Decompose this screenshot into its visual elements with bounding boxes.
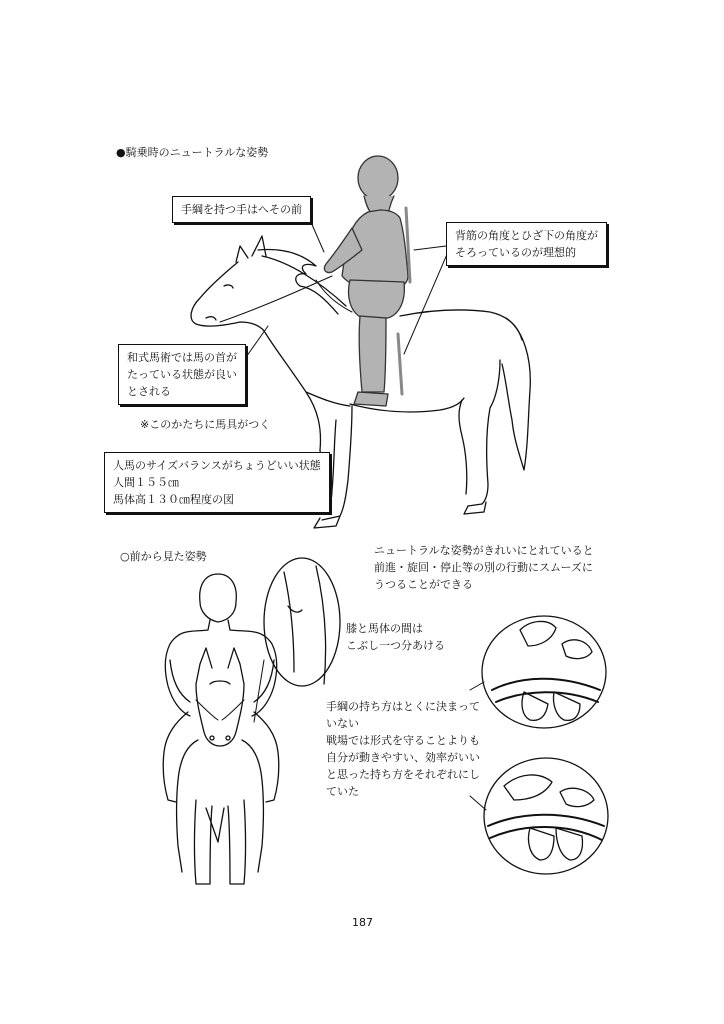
section-heading-front-view: ○前から見た姿勢	[120, 550, 207, 563]
callout-neck-posture: 和式馬術では馬の首が たっている状態が良い とされる	[118, 344, 246, 405]
hands-rein-circle-top	[470, 616, 606, 728]
note-tack: ※このかたちに馬具がつく	[140, 418, 271, 431]
rider-side-drawing	[324, 156, 408, 406]
hands-rein-circle-bottom	[470, 758, 608, 874]
page-number: 187	[352, 916, 373, 929]
callout-size-balance: 人馬のサイズバランスがちょうどいい状態 人間１５５㎝ 馬体高１３０㎝程度の図	[104, 452, 330, 513]
knee-gap-note: 膝と馬体の間は こぶし一つ分あける	[346, 622, 445, 652]
section-heading-neutral-posture: ●騎乗時のニュートラルな姿勢	[116, 146, 269, 159]
neutral-posture-note: ニュートラルな姿勢がきれいにとれていると 前進・旋回・停止等の別の行動にスムーズに うつることができる	[374, 544, 594, 591]
callout-back-angle: 背筋の角度とひざ下の角度が そろっているのが理想的	[446, 222, 607, 266]
callout-hand-position: 手綱を持つ手はへその前	[172, 196, 311, 223]
horse-front-drawing	[163, 574, 279, 884]
reins-holding-note: 手綱の持ち方はとくに決まって いない 戦場では形式を守ることよりも 自分が動きやすい、効率がいい と思った持ち方をそれぞれにし ていた	[326, 700, 480, 798]
